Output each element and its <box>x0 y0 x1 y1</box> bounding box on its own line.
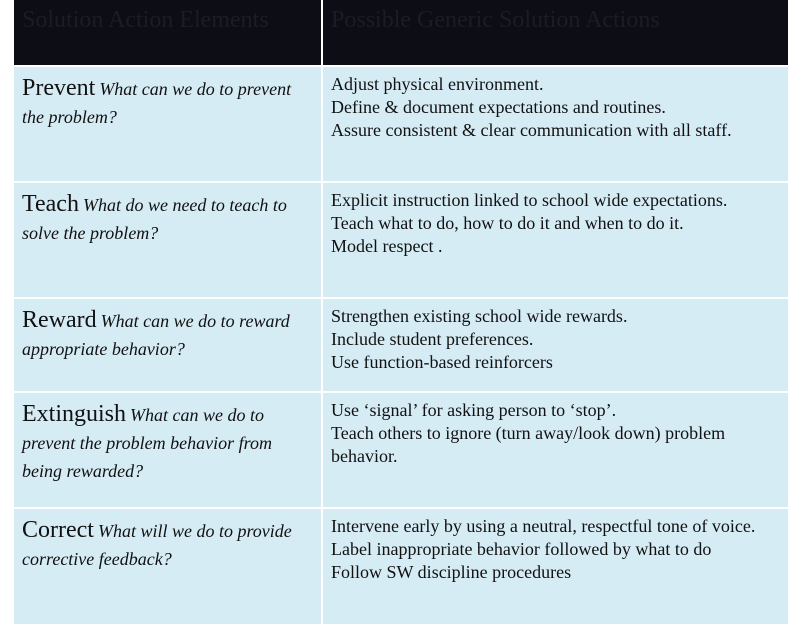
action-line: Assure consistent & clear communication with all staff. <box>331 120 732 140</box>
action-line: Adjust physical environment. <box>331 74 544 94</box>
row-correct-element <box>14 509 321 624</box>
row-extinguish-element <box>14 393 321 507</box>
element-name: Prevent <box>22 75 96 101</box>
row-extinguish-actions <box>323 393 788 507</box>
row-reward-element <box>14 299 321 391</box>
row-correct-actions <box>323 509 788 624</box>
header-solution-action-elements: Solution Action Elements <box>14 0 321 65</box>
element-question: What can we do to prevent the problem? <box>22 79 292 127</box>
action-line: Define & document expectations and routines. <box>331 97 666 117</box>
row-reward-actions <box>323 299 788 391</box>
action-line: Follow SW discipline procedures <box>331 562 572 582</box>
action-line: Explicit instruction linked to school wide expectations. <box>331 190 728 210</box>
element-name: Correct <box>22 517 94 543</box>
header-possible-generic-solution-actions: Possible Generic Solution Actions <box>323 0 788 65</box>
row-teach-actions <box>323 183 788 297</box>
element-question: What can we do to reward appropriate behavior? <box>22 311 290 359</box>
element-question: What do we need to teach to solve the problem? <box>22 195 287 243</box>
action-line: Intervene early by using a neutral, respectful tone of voice. <box>331 516 756 536</box>
action-line: Include student preferences. <box>331 329 534 349</box>
element-name: Teach <box>22 191 79 217</box>
row-prevent-element <box>14 67 321 181</box>
action-line: Use ‘signal’ for asking person to ‘stop’. <box>331 400 617 420</box>
solution-actions-table <box>14 0 786 600</box>
element-question: What can we do to prevent the problem behavior from being rewarded? <box>22 405 272 481</box>
element-name: Extinguish <box>22 401 127 427</box>
action-line: Teach others to ignore (turn away/look down) problem behavior. <box>331 423 726 466</box>
row-prevent-actions <box>323 67 788 181</box>
row-teach-element <box>14 183 321 297</box>
action-line: Strengthen existing school wide rewards. <box>331 306 628 326</box>
element-question: What will we do to provide corrective feedback? <box>22 521 292 569</box>
action-line: Model respect . <box>331 236 443 256</box>
action-line: Label inappropriate behavior followed by what to do <box>331 539 712 559</box>
action-line: Use function-based reinforcers <box>331 352 553 372</box>
element-name: Reward <box>22 307 97 333</box>
action-line: Teach what to do, how to do it and when to do it. <box>331 213 684 233</box>
